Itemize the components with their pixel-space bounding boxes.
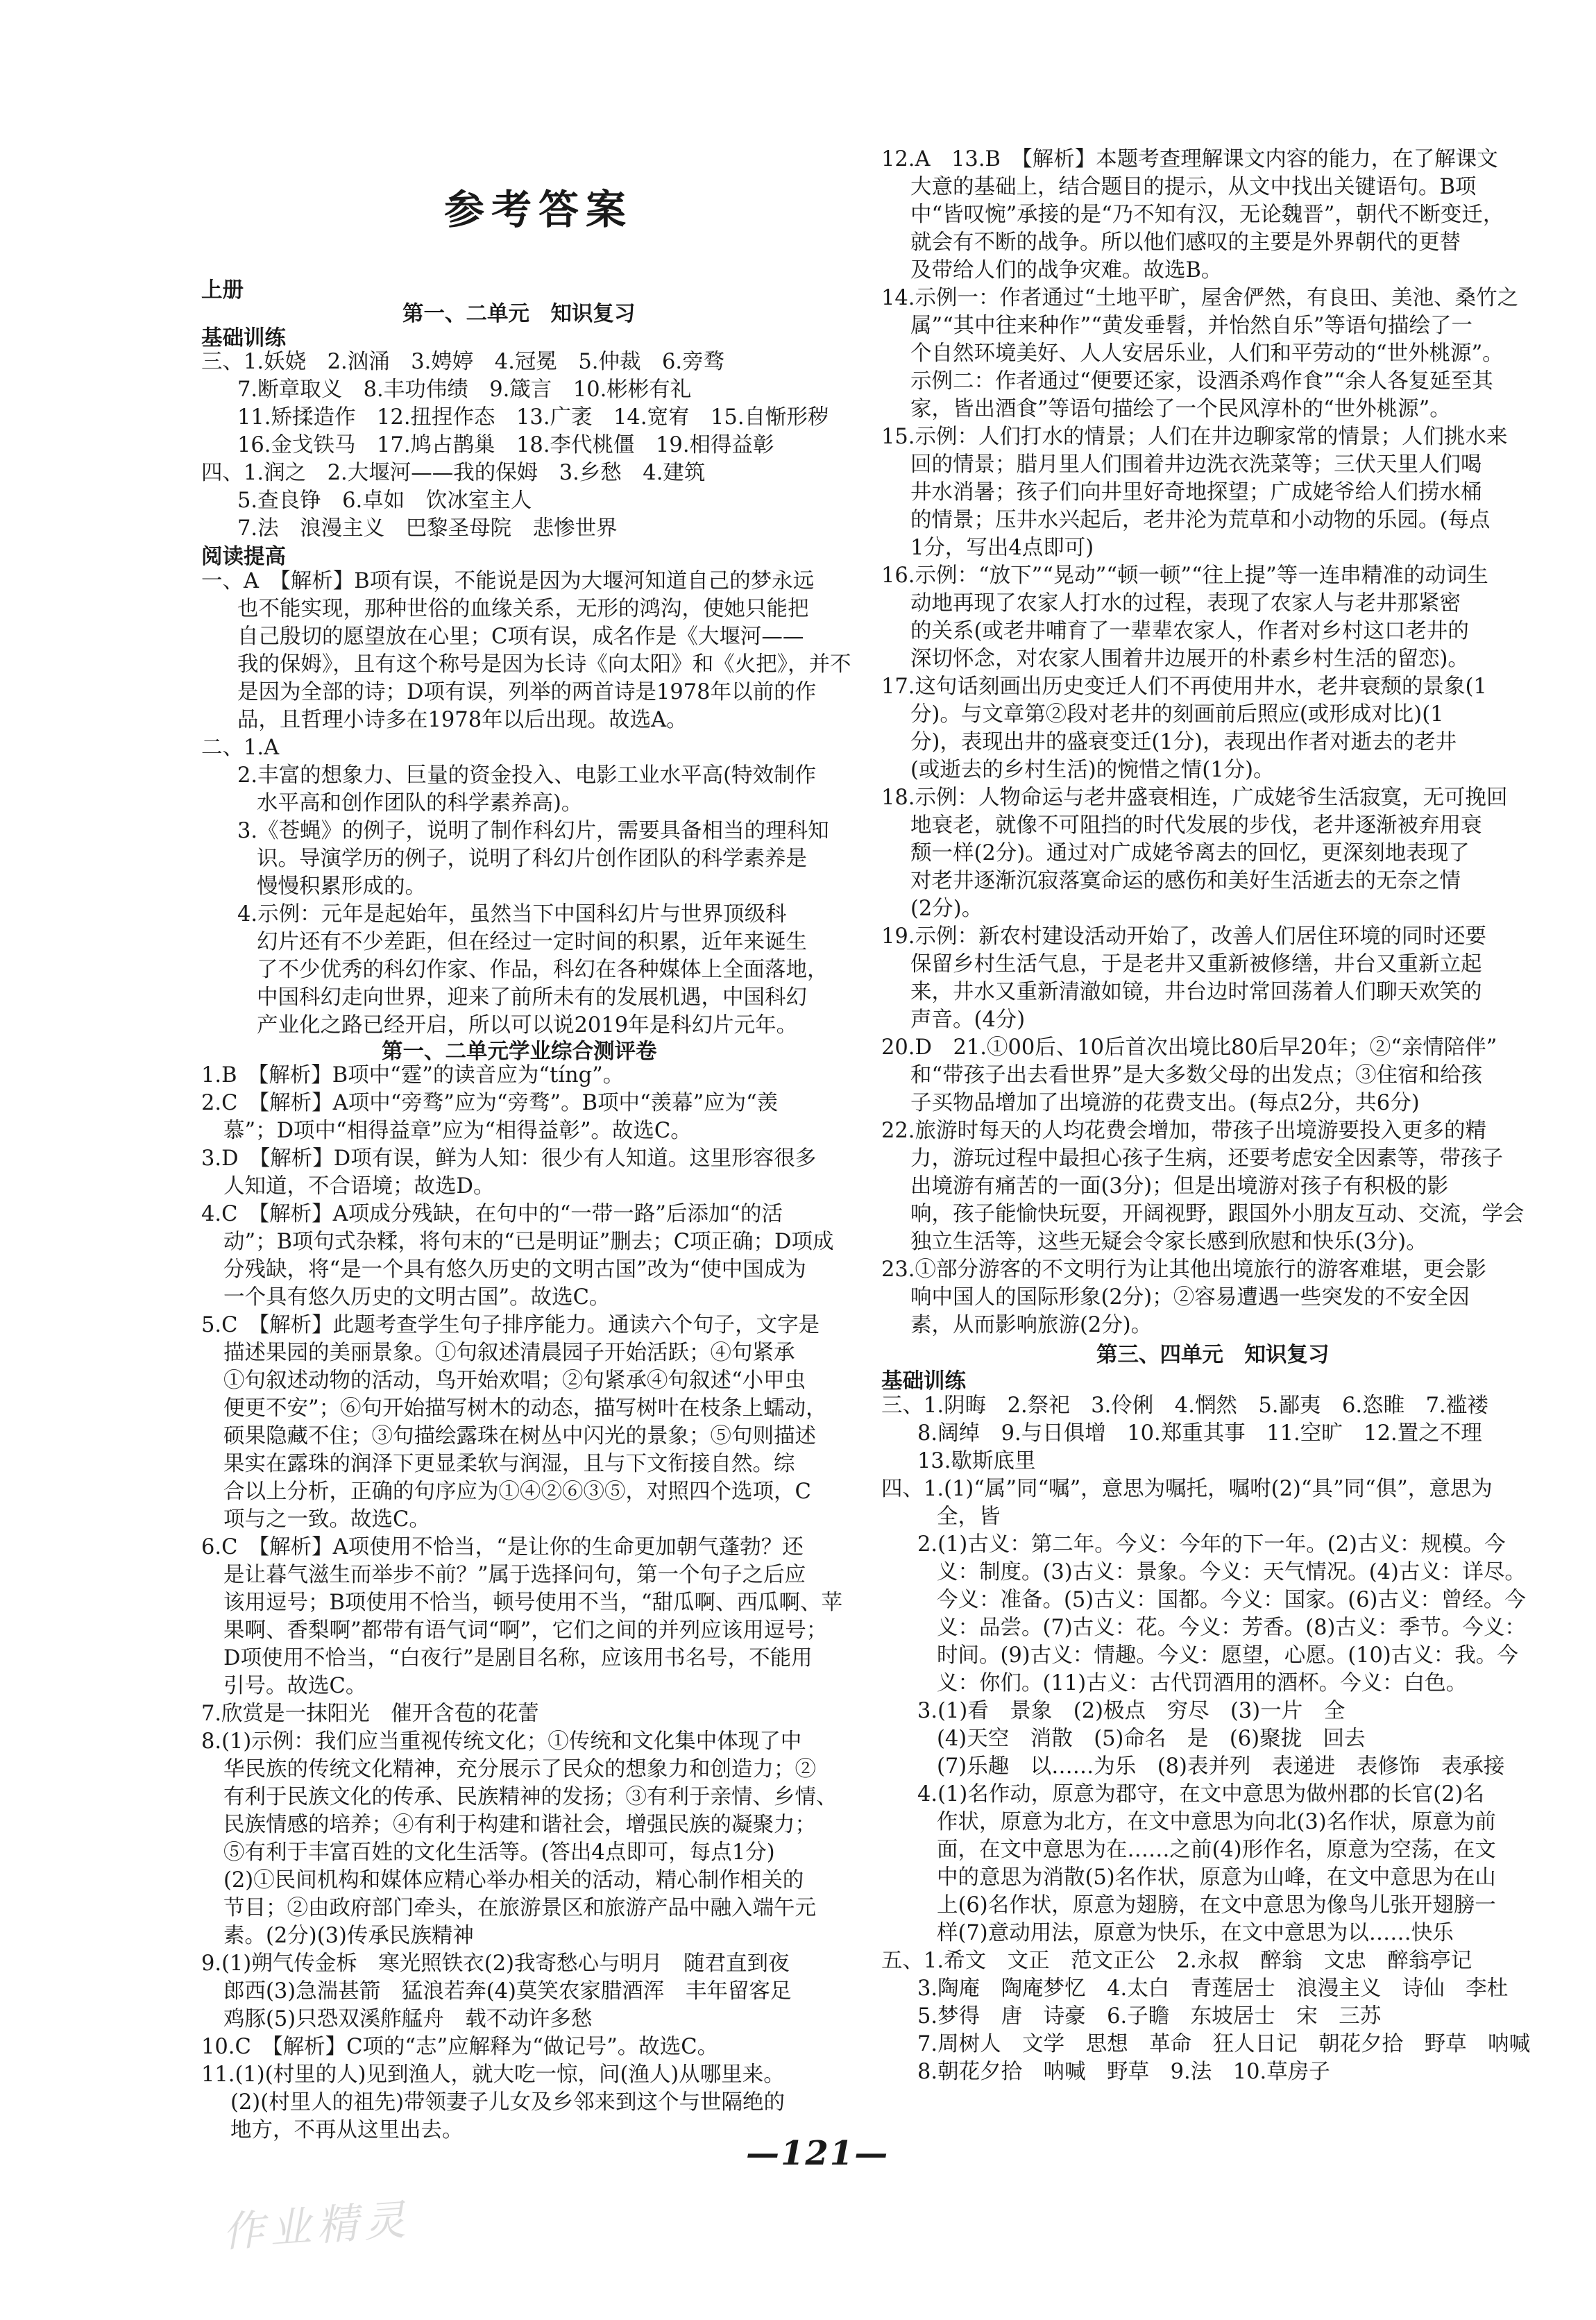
answer-line: D项使用不恰当，“白夜行”是剧目名称，应该用书名号，不能用 <box>223 1646 813 1670</box>
answer-line: 对老井逐渐沉寂落寞命运的感伤和美好生活逝去的无奈之情 <box>910 869 1461 893</box>
answer-line: 面，在文中意思为在……之前(4)形作名，原意为空荡，在文 <box>937 1838 1496 1862</box>
answer-line: 7.欣赏是一抹阳光 催开含苞的花蕾 <box>201 1702 539 1726</box>
section-heading: 阅读提高 <box>201 544 286 569</box>
answer-line: 合以上分析，正确的句序应为①④②⑥③⑤，对照四个选项，C <box>223 1480 811 1504</box>
answer-line: 素。(2分)(3)传承民族精神 <box>223 1924 474 1948</box>
answer-line: 了不少优秀的科幻作家、作品，科幻在各种媒体上全面落地， <box>257 958 829 982</box>
answer-line: 15.示例：人们打水的情景；人们在井边聊家常的情景；人们挑水来 <box>881 425 1508 449</box>
answer-line: 上(6)名作状，原意为翅膀，在文中意思为像鸟儿张开翅膀一 <box>937 1893 1496 1917</box>
answer-line: 3.D 【解析】D项有误，鲜为人知：很少有人知道。这里形容很多 <box>201 1146 817 1171</box>
answer-line: 地方，不再从这里出去。 <box>230 2118 464 2142</box>
answer-line: 幻片还有不少差距，但在经过一定时间的积累，近年来诞生 <box>257 930 807 954</box>
answer-line: 中的意思为消散(5)名作状，原意为山峰，在文中意思为在山 <box>937 1865 1496 1890</box>
answer-line: 全，皆 <box>937 1505 1001 1529</box>
answer-line: 四、1.(1)“属”同“嘱”，意思为嘱托，嘱咐(2)“具”同“俱”，意思为 <box>881 1477 1493 1501</box>
answer-line: 20.D 21.①00后、10后首次出境比80后早20年；②“亲情陪伴” <box>881 1035 1497 1060</box>
answer-line: ①句叙述动物的活动，鸟开始欢唱；②句紧承④句叙述“小甲虫 <box>223 1369 806 1393</box>
answer-line: 时间。(9)古义：情趣。今义：愿望，心愿。(10)古义：我。今 <box>937 1643 1518 1668</box>
answer-line: (2分)。 <box>910 897 983 921</box>
answer-line: ⑤有利于丰富百姓的文化生活等。(答出4点即可，每点1分) <box>223 1840 775 1865</box>
answer-line: 华民族的传统文化精神，充分展示了民众的想象力和创造力；② <box>223 1757 816 1781</box>
answer-line: 22.旅游时每天的人均花费会增加，带孩子出境游要投入更多的精 <box>881 1119 1487 1143</box>
answer-line: 3.(1)看 景象 (2)极点 穷尽 (3)一片 全 <box>917 1699 1345 1723</box>
answer-line: 中“皆叹惋”承接的是“乃不知有汉，无论魏晋”，朝代不断变迁， <box>910 203 1504 227</box>
answer-line: 描述果园的美丽景象。①句叙述清晨园子开始活跃；④句紧承 <box>223 1341 795 1365</box>
section-heading: 第一、二单元学业综合测评卷 <box>382 1039 657 1064</box>
answer-line: (4)天空 消散 (5)命名 是 (6)聚拢 回去 <box>937 1727 1366 1751</box>
answer-line: 郎西(3)急湍甚箭 猛浪若奔(4)莫笑农家腊酒浑 丰年留客足 <box>223 1979 792 2004</box>
answer-line: 1.B 【解析】B项中“霆”的读音应为“tíng”。 <box>201 1063 625 1087</box>
answer-line: 23.①部分游客的不文明行为让其他出境旅行的游客难堪，更会影 <box>881 1258 1487 1282</box>
answer-line: (2)①民间机构和媒体应精心举办相关的活动，精心制作相关的 <box>223 1868 804 1893</box>
answer-line: 深切怀念，对农家人围着井边展开的朴素乡村生活的留恋)。 <box>910 647 1469 671</box>
section-heading: 上册 <box>201 278 244 303</box>
answer-line: 11.矫揉造作 12.扭捏作态 13.广袤 14.宽宥 15.自惭形秽 <box>237 405 829 430</box>
answer-line: 5.梦得 唐 诗豪 6.子瞻 东坡居士 宋 三苏 <box>917 2004 1382 2029</box>
answer-line: 属”“其中往来种作”“黄发垂髫，并怡然自乐”等语句描绘了一 <box>910 314 1472 338</box>
answer-line: 今义：准备。(5)古义：国都。今义：国家。(6)古义：曾经。今 <box>937 1588 1526 1612</box>
answer-line: 的情景；压井水兴起后，老井沦为荒草和小动物的乐园。(每点 <box>910 508 1491 532</box>
answer-line: 果啊、香梨啊”都带有语气词“啊”，它们之间的并列应该用逗号； <box>223 1618 828 1643</box>
answer-line: 四、1.润之 2.大堰河——我的保姆 3.乡愁 4.建筑 <box>201 461 706 485</box>
answer-line: 分)。与文章第②段对老井的刻画前后照应(或形成对比)(1 <box>910 702 1444 727</box>
answer-line: 品，且哲理小诗多在1978年以后出现。故选A。 <box>237 708 688 732</box>
answer-line: 回的情景；腊月里人们围着井边洗衣洗菜等；三伏天里人们喝 <box>910 452 1482 477</box>
answer-line: 3.《苍蝇》的例子，说明了制作科幻片，需要具备相当的理科知 <box>237 819 829 843</box>
answer-line: 民族情感的培养；④有利于构建和谐社会，增强民族的凝聚力； <box>223 1813 816 1837</box>
answer-line: 8.阔绰 9.与日俱增 10.郑重其事 11.空旷 12.置之不理 <box>917 1421 1482 1446</box>
answer-line: 和“带孩子出去看世界”是大多数父母的出发点；③住宿和给孩 <box>910 1063 1483 1087</box>
answer-line: 家，皆出酒食”等语句描绘了一个民风淳朴的“世外桃源”。 <box>910 397 1451 421</box>
answer-line: 8.朝花夕拾 呐喊 野草 9.法 10.草房子 <box>917 2060 1330 2084</box>
answer-line: 4.C 【解析】A项成分残缺，在句中的“一带一路”后添加“的活 <box>201 1202 783 1226</box>
answer-line: 的关系(或老井哺育了一辈辈农家人，作者对乡村这口老井的 <box>910 619 1469 643</box>
answer-line: 力，游玩过程中最担心孩子生病，还要考虑安全因素等，带孩子 <box>910 1146 1503 1171</box>
answer-line: 5.查良铮 6.卓如 饮冰室主人 <box>237 489 532 513</box>
answer-line: 素，从而影响旅游(2分)。 <box>910 1313 1153 1337</box>
answer-line: 一个具有悠久历史的文明古国”。故选C。 <box>223 1285 611 1310</box>
answer-line: 一、A 【解析】B项有误，不能说是因为大堰河知道自己的梦永远 <box>201 569 815 593</box>
section-heading: 基础训练 <box>201 325 286 350</box>
answer-line: 果实在露珠的润泽下更显柔软与润湿，且与下文衔接自然。综 <box>223 1452 795 1476</box>
answer-line: 及带给人们的战争灾难。故选B。 <box>910 258 1223 282</box>
answer-line: 6.C 【解析】A项使用不恰当，“是让你的生命更加朝气蓬勃？还 <box>201 1535 804 1559</box>
answer-line: 2.(1)古义：第二年。今义：今年的下一年。(2)古义：规模。今 <box>917 1532 1506 1557</box>
answer-line: 16.金戈铁马 17.鸠占鹊巢 18.李代桃僵 19.相得益彰 <box>237 433 774 457</box>
answer-line: 义：制度。(3)古义：景象。今义：天气情况。(4)古义：详尽。 <box>937 1560 1526 1584</box>
answer-line: 三、1.妖娆 2.汹涌 3.娉婷 4.冠冕 5.仲裁 6.旁骛 <box>201 350 725 374</box>
answer-line: 4.示例：元年是起始年，虽然当下中国科幻片与世界顶级科 <box>237 902 787 926</box>
answer-line: (或逝去的乡村生活)的惋惜之情(1分)。 <box>910 758 1275 782</box>
answer-line: 10.C 【解析】C项的“志”应解释为“做记号”。故选C。 <box>201 2035 719 2059</box>
answer-line: 14.示例一：作者通过“土地平旷，屋舍俨然，有良田、美池、桑竹之 <box>881 286 1519 310</box>
answer-line: 识。导演学历的例子，说明了科幻片创作团队的科学素养是 <box>257 847 807 871</box>
answer-line: (2)(村里人的祖先)带领妻子儿女及乡邻来到这个与世隔绝的 <box>230 2090 786 2115</box>
answer-line: 声音。(4分) <box>910 1008 1026 1032</box>
answer-line: 井水消暑；孩子们向井里好奇地探望；广成姥爷给人们捞水桶 <box>910 480 1482 505</box>
answer-line: 2.丰富的想象力、巨量的资金投入、电影工业水平高(特效制作 <box>237 763 816 788</box>
answer-line: 颓一样(2分)。通过对广成姥爷离去的回忆，更深刻地表现了 <box>910 841 1470 865</box>
answer-line: 16.示例：“放下”“晃动”“顿一顿”“往上提”等一连串精准的动词生 <box>881 564 1488 588</box>
answer-line: 19.示例：新农村建设活动开始了，改善人们居住环境的同时还要 <box>881 924 1487 949</box>
answer-line: 分残缺，将“是一个具有悠久历史的文明古国”改为“使中国成为 <box>223 1258 806 1282</box>
page-title: 参考答案 <box>444 186 634 233</box>
answer-line: 二、1.A <box>201 736 280 760</box>
answer-line: 产业化之路已经开启，所以可以说2019年是科幻片元年。 <box>257 1013 798 1038</box>
section-heading: 基础训练 <box>881 1369 966 1394</box>
answer-line: 5.C 【解析】此题考查学生句子排序能力。通读六个句子，文字是 <box>201 1313 820 1337</box>
answer-line: 地衰老，就像不可阻挡的时代发展的步伐，老井逐渐被弃用衰 <box>910 813 1482 838</box>
watermark-logo: 作业精灵 <box>221 2195 413 2258</box>
answer-line: 项与之一致。故选C。 <box>223 1507 430 1532</box>
answer-line: 样(7)意动用法，原意为快乐，在文中意思为以……快乐 <box>937 1921 1454 1945</box>
answer-line: 出境游有痛苦的一面(3分)；但是出境游对孩子有积极的影 <box>910 1174 1449 1199</box>
answer-line: 慢慢积累形成的。 <box>257 874 426 899</box>
answer-line: 我的保姆》，且有这个称号是因为长诗《向太阳》和《火把》，并不 <box>237 652 851 677</box>
answer-line: 义：你们。(11)古义：古代罚酒用的酒杯。今义：白色。 <box>937 1671 1468 1695</box>
section-heading: 第三、四单元 知识复习 <box>1096 1342 1330 1367</box>
answer-line: 人知道，不合语境；故选D。 <box>223 1174 495 1199</box>
answer-line: 鸡豚(5)只恐双溪舴艋舟 载不动许多愁 <box>223 2007 593 2031</box>
answer-line: 是让暮气滋生而举步不前？”属于选择问句，第一个句子之后应 <box>223 1563 806 1587</box>
answer-line: 分)，表现出井的盛衰变迁(1分)，表现出作者对逝去的老井 <box>910 730 1457 754</box>
answer-line: 个自然环境美好、人人安居乐业，人们和平劳动的“世外桃源”。 <box>910 341 1504 366</box>
answer-line: 动”；B项句式杂糅，将句末的“已是明证”删去；C项正确；D项成 <box>223 1230 834 1254</box>
answer-line: 4.(1)名作动，原意为郡守，在文中意思为做州郡的长官(2)名 <box>917 1782 1485 1806</box>
answer-line: 13.歇斯底里 <box>917 1449 1036 1473</box>
answer-line: 8.(1)示例：我们应当重视传统文化；①传统和文化集中体现了中 <box>201 1729 802 1754</box>
answer-line: 中国科幻走向世界，迎来了前所未有的发展机遇，中国科幻 <box>257 985 807 1010</box>
answer-line: 动地再现了农家人打水的过程，表现了农家人与老井那紧密 <box>910 591 1461 616</box>
answer-line: 自己殷切的愿望放在心里；C项有误，成名作是《大堰河—— <box>237 625 804 649</box>
answer-line: 引号。故选C。 <box>223 1674 367 1698</box>
answer-line: 该用逗号；B项使用不恰当，顿号使用不当，“甜瓜啊、西瓜啊、苹 <box>223 1591 843 1615</box>
answer-line: 是因为全部的诗；D项有误，列举的两首诗是1978年以前的作 <box>237 680 817 704</box>
answer-line: 11.(1)(村里的人)见到渔人，就大吃一惊，问(渔人)从哪里来。 <box>201 2063 785 2087</box>
page-number: —121— <box>746 2134 890 2173</box>
answer-line: 节目；②由政府部门牵头，在旅游景区和旅游产品中融入端午元 <box>223 1896 816 1920</box>
answer-line: 保留乡村生活气息，于是老井又重新被修缮，井台又重新立起 <box>910 952 1482 976</box>
answer-line: 也不能实现，那种世俗的血缘关系，无形的鸿沟，使她只能把 <box>237 597 809 621</box>
answer-line: 义：品尝。(7)古义：花。今义：芳香。(8)古义：季节。今义： <box>937 1616 1526 1640</box>
answer-line: 慕”；D项中“相得益章”应为“相得益彰”。故选C。 <box>223 1119 692 1143</box>
section-heading: 第一、二单元 知识复习 <box>402 301 636 326</box>
answer-line: 3.陶庵 陶庵梦忆 4.太白 青莲居士 浪漫主义 诗仙 李杜 <box>917 1976 1509 2001</box>
answer-line: 2.C 【解析】A项中“旁骛”应为“旁骛”。B项中“羡幕”应为“羡 <box>201 1091 779 1115</box>
answer-line: 示例二：作者通过“便要还家，设酒杀鸡作食”“余人各复延至其 <box>910 369 1493 393</box>
answer-line: 就会有不断的战争。所以他们感叹的主要是外界朝代的更替 <box>910 230 1461 255</box>
answer-line: (7)乐趣 以……为乐 (8)表并列 表递进 表修饰 表承接 <box>937 1754 1505 1779</box>
answer-line: 大意的基础上，结合题目的提示，从文中找出关键语句。B项 <box>910 175 1477 199</box>
answer-line: 作状，原意为北方，在文中意思为向北(3)名作状，原意为前 <box>937 1810 1496 1834</box>
answer-line: 五、1.希文 文正 范文正公 2.永叔 醉翁 文忠 醉翁亭记 <box>881 1949 1472 1973</box>
answer-line: 12.A 13.B 【解析】本题考查理解课文内容的能力，在了解课文 <box>881 147 1498 171</box>
answer-line: 有利于民族文化的传承、民族精神的发扬；③有利于亲情、乡情、 <box>223 1785 838 1809</box>
answer-line: 7.法 浪漫主义 巴黎圣母院 悲惨世界 <box>237 516 618 541</box>
answer-line: 水平高和创作团队的科学素养高)。 <box>257 791 583 815</box>
answer-line: 三、1.阴晦 2.祭祀 3.伶俐 4.惘然 5.鄙夷 6.恣睢 7.褴褛 <box>881 1394 1488 1418</box>
answer-line: 18.示例：人物命运与老井盛衰相连，广成姥爷生活寂寞，无可挽回 <box>881 786 1508 810</box>
answer-line: 7.周树人 文学 思想 革命 狂人日记 朝花夕拾 野草 呐喊 <box>917 2032 1531 2056</box>
answer-line: 子买物品增加了出境游的花费支出。(每点2分，共6分) <box>910 1091 1420 1115</box>
answer-line: 硕果隐藏不住；③句描绘露珠在树丛中闪光的景象；⑤句则描述 <box>223 1424 816 1448</box>
answer-line: 便更不安”；⑥句开始描写树木的动态，描写树叶在枝条上蠕动， <box>223 1396 827 1421</box>
answer-line: 独立生活等，这些无疑会令家长感到欣慰和快乐(3分)。 <box>910 1230 1427 1254</box>
answer-line: 响，孩子能愉快玩耍，开阔视野，跟国外小朋友互动、交流，学会 <box>910 1202 1525 1226</box>
answer-line: 来，井水又重新清澈如镜，井台边时常回荡着人们聊天欢笑的 <box>910 980 1482 1004</box>
answer-line: 1分，写出4点即可) <box>910 536 1094 560</box>
answer-line: 7.断章取义 8.丰功伟绩 9.箴言 10.彬彬有礼 <box>237 378 692 402</box>
answer-line: 响中国人的国际形象(2分)；②容易遭遇一些突发的不安全因 <box>910 1285 1470 1310</box>
answer-line: 9.(1)朔气传金柝 寒光照铁衣(2)我寄愁心与明月 随君直到夜 <box>201 1951 790 1976</box>
answer-line: 17.这句话刻画出历史变迁人们不再使用井水，老井衰颓的景象(1 <box>881 675 1487 699</box>
